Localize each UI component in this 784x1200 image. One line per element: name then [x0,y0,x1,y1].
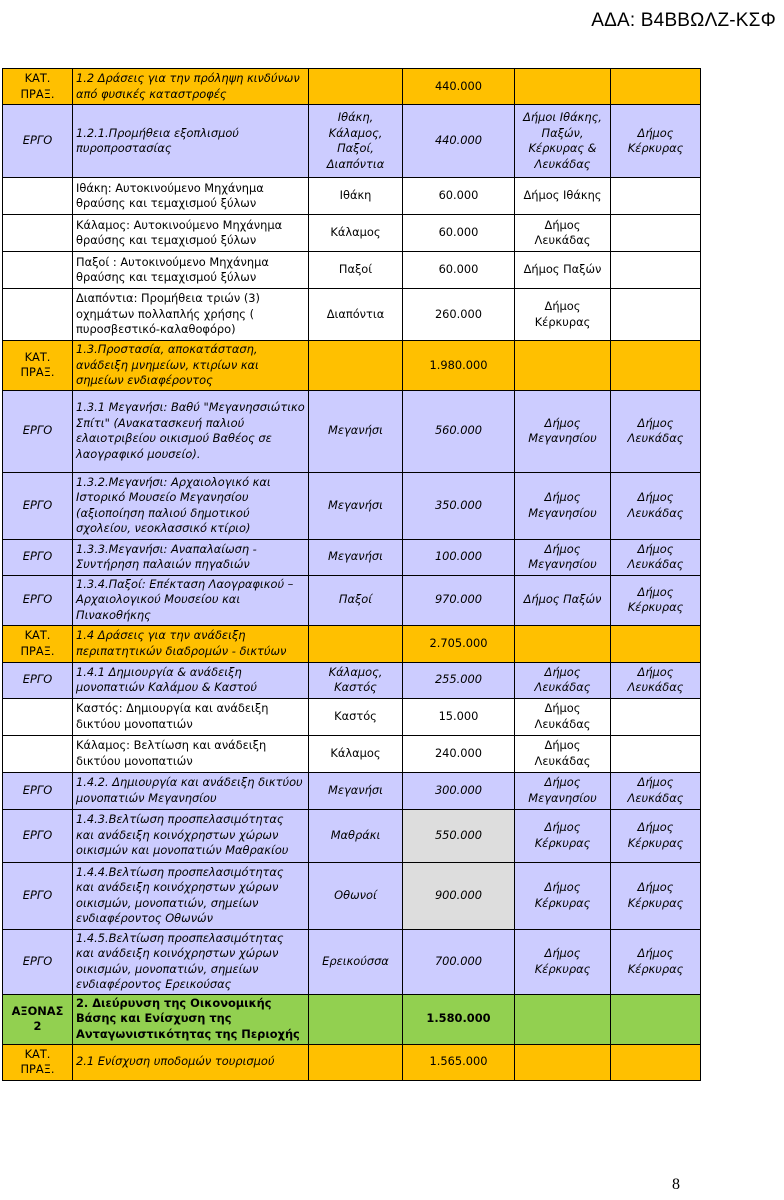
description-cell: 1.3.Προστασία, αποκατάσταση, ανάδειξη μνημείων, κτιρίων και σημείων ενδιαφέροντος [73,341,309,391]
table-row [3,105,701,178]
table-row [3,994,701,1044]
beneficiary-cell: Δήμοι Ιθάκης, Παξών, Κέρκυρας & Λευκάδας [515,105,611,178]
location-cell: Παξοί [309,252,403,289]
beneficiary-cell: Δήμος Παξών [515,252,611,289]
description-cell: Διαπόντια: Προμήθεια τριών (3) οχημάτων πολλαπλής χρήσης ( πυροσβεστικό-καλαθοφόρο) [73,289,309,341]
operator-cell [611,994,701,1044]
category-cell [3,178,73,215]
description-cell: Κάλαμος: Βελτίωση και ανάδειξη δικτύου μονοπατιών [73,735,309,772]
description-cell: 1.3.1 Μεγανήσι: Βαθύ "Μεγανησσιώτικο Σπίτι" (Ανακατασκευή παλιού ελαιοτριβείου οικισμού Βαθέος σε λαογραφικό μουσείο). [73,390,309,472]
table-row [3,1044,701,1080]
category-cell [3,252,73,289]
location-cell: Μεγανήσι [309,472,403,539]
location-cell [309,994,403,1044]
category-cell [3,289,73,341]
operator-cell [611,289,701,341]
budget-cell: 240.000 [403,735,515,772]
category-cell: ΕΡΓΟ [3,929,73,994]
description-cell: 1.4.2. Δημιουργία και ανάδειξη δικτύου μονοπατιών Μεγανησίου [73,772,309,809]
location-cell: Κάλαμος [309,735,403,772]
table-row [3,252,701,289]
beneficiary-cell [515,69,611,105]
operator-cell: Δήμος Κέρκυρας [611,929,701,994]
location-cell: Μεγανήσι [309,772,403,809]
operator-cell [611,1044,701,1080]
category-cell: ΕΡΓΟ [3,539,73,575]
budget-cell: 440.000 [403,69,515,105]
beneficiary-cell: Δήμος Λευκάδας [515,698,611,735]
description-cell: 1.2 Δράσεις για την πρόληψη κινδύνων από φυσικές καταστροφές [73,69,309,105]
description-cell: 1.4.1 Δημιουργία & ανάδειξη μονοπατιών Καλάμου & Καστού [73,662,309,698]
location-cell: Ερεικούσσα [309,929,403,994]
location-cell: Μεγανήσι [309,390,403,472]
category-cell: ΑΞΟΝΑΣ 2 [3,994,73,1044]
table-row [3,862,701,929]
operator-cell: Δήμος Λευκάδας [611,662,701,698]
budget-cell: 900.000 [403,862,515,929]
description-cell: 1.3.4.Παξοί: Επέκταση Λαογραφικού – Αρχαιολογικού Μουσείου και Πινακοθήκης [73,575,309,625]
table-row [3,289,701,341]
budget-cell: 100.000 [403,539,515,575]
location-cell: Παξοί [309,575,403,625]
category-cell: ΕΡΓΟ [3,472,73,539]
category-cell: ΕΡΓΟ [3,862,73,929]
description-cell: Καστός: Δημιουργία και ανάδειξη δικτύου μονοπατιών [73,698,309,735]
description-cell: 1.4.4.Βελτίωση προσπελασιμότητας και ανάδειξη κοινόχρηστων χώρων οικισμών, μονοπατιών, σημείων ενδιαφέροντος Οθωνών [73,862,309,929]
budget-cell: 440.000 [403,105,515,178]
table-row [3,341,701,391]
description-cell: 1.4.3.Βελτίωση προσπελασιμότητας και ανάδειξη κοινόχρηστων χώρων οικισμών και μονοπατιών Μαθρακίου [73,809,309,862]
beneficiary-cell: Δήμος Μεγανησίου [515,390,611,472]
location-cell [309,625,403,662]
table-row [3,929,701,994]
table-row [3,390,701,472]
operator-cell: Δήμος Λευκάδας [611,472,701,539]
category-cell: ΕΡΓΟ [3,809,73,862]
description-cell: 1.3.3.Μεγανήσι: Αναπαλαίωση - Συντήρηση παλαιών πηγαδιών [73,539,309,575]
operator-cell [611,341,701,391]
category-cell: ΕΡΓΟ [3,575,73,625]
budget-cell: 300.000 [403,772,515,809]
location-cell [309,69,403,105]
beneficiary-cell: Δήμος Παξών [515,575,611,625]
category-cell [3,698,73,735]
budget-table [2,68,701,1081]
location-cell: Μεγανήσι [309,539,403,575]
beneficiary-cell [515,994,611,1044]
beneficiary-cell: Δήμος Κέρκυρας [515,929,611,994]
beneficiary-cell: Δήμος Ιθάκης [515,178,611,215]
budget-cell: 260.000 [403,289,515,341]
operator-cell [611,698,701,735]
operator-cell: Δήμος Κέρκυρας [611,105,701,178]
budget-cell: 700.000 [403,929,515,994]
budget-cell: 60.000 [403,215,515,252]
location-cell: Ιθάκη [309,178,403,215]
operator-cell: Δήμος Κέρκυρας [611,862,701,929]
location-cell: Κάλαμος, Καστός [309,662,403,698]
table-row [3,698,701,735]
category-cell [3,215,73,252]
beneficiary-cell: Δήμος Μεγανησίου [515,772,611,809]
description-cell: 2.1 Ενίσχυση υποδομών τουρισμού [73,1044,309,1080]
table-row [3,69,701,105]
budget-cell: 1.980.000 [403,341,515,391]
budget-cell: 1.565.000 [403,1044,515,1080]
description-cell: Κάλαμος: Αυτοκινούμενο Μηχάνημα θραύσης και τεμαχισμού ξύλων [73,215,309,252]
beneficiary-cell: Δήμος Κέρκυρας [515,809,611,862]
category-cell: ΚΑΤ. ΠΡΑΞ. [3,341,73,391]
table-row [3,575,701,625]
table-row [3,215,701,252]
location-cell: Διαπόντια [309,289,403,341]
budget-cell: 255.000 [403,662,515,698]
description-cell: 2. Διεύρυνση της Οικονομικής Βάσης και Ενίσχυση της Ανταγωνιστικότητας της Περιοχής [73,994,309,1044]
budget-cell: 15.000 [403,698,515,735]
ada-code: ΑΔΑ: Β4ΒΒΩΛΖ-ΚΣΦ [591,10,776,31]
location-cell [309,341,403,391]
beneficiary-cell: Δήμος Κέρκυρας [515,862,611,929]
operator-cell: Δήμος Κέρκυρας [611,575,701,625]
budget-cell: 970.000 [403,575,515,625]
table-row [3,809,701,862]
location-cell: Οθωνοί [309,862,403,929]
location-cell [309,1044,403,1080]
table-row [3,625,701,662]
budget-cell: 60.000 [403,178,515,215]
category-cell: ΚΑΤ. ΠΡΑΞ. [3,1044,73,1080]
location-cell: Κάλαμος [309,215,403,252]
table-row [3,662,701,698]
beneficiary-cell [515,625,611,662]
category-cell: ΕΡΓΟ [3,105,73,178]
budget-cell: 350.000 [403,472,515,539]
budget-cell: 1.580.000 [403,994,515,1044]
description-cell: Ιθάκη: Αυτοκινούμενο Μηχάνημα θραύσης και τεμαχισμού ξύλων [73,178,309,215]
beneficiary-cell: Δήμος Μεγανησίου [515,472,611,539]
table-row [3,735,701,772]
description-cell: Παξοί : Αυτοκινούμενο Μηχάνημα θραύσης και τεμαχισμού ξύλων [73,252,309,289]
beneficiary-cell: Δήμος Λευκάδας [515,735,611,772]
location-cell: Καστός [309,698,403,735]
operator-cell [611,178,701,215]
category-cell: ΚΑΤ. ΠΡΑΞ. [3,625,73,662]
page-number: 8 [672,1176,680,1193]
category-cell: ΕΡΓΟ [3,772,73,809]
location-cell: Ιθάκη, Κάλαμος, Παξοί, Διαπόντια [309,105,403,178]
operator-cell [611,69,701,105]
budget-cell: 2.705.000 [403,625,515,662]
beneficiary-cell: Δήμος Λευκάδας [515,662,611,698]
description-cell: 1.2.1.Προμήθεια εξοπλισμού πυροπροστασίας [73,105,309,178]
category-cell: ΕΡΓΟ [3,390,73,472]
category-cell [3,735,73,772]
operator-cell: Δήμος Λευκάδας [611,772,701,809]
budget-cell: 550.000 [403,809,515,862]
beneficiary-cell: Δήμος Λευκάδας [515,215,611,252]
beneficiary-cell [515,341,611,391]
table-row [3,472,701,539]
budget-cell: 560.000 [403,390,515,472]
description-cell: 1.3.2.Μεγανήσι: Αρχαιολογικό και Ιστορικό Μουσείο Μεγανησίου (αξιοποίηση παλιού δημοτικού σχολείου, νεοκλασσικό κτίριο) [73,472,309,539]
operator-cell: Δήμος Λευκάδας [611,539,701,575]
operator-cell [611,735,701,772]
operator-cell [611,625,701,662]
category-cell: ΚΑΤ. ΠΡΑΞ. [3,69,73,105]
description-cell: 1.4 Δράσεις για την ανάδειξη περιπατητικών διαδρομών - δικτύων [73,625,309,662]
description-cell: 1.4.5.Βελτίωση προσπελασιμότητας και ανάδειξη κοινόχρηστων χώρων οικισμών, μονοπατιών, σημείων ενδιαφέροντος Ερεικούσας [73,929,309,994]
budget-cell: 60.000 [403,252,515,289]
location-cell: Μαθράκι [309,809,403,862]
table-row [3,772,701,809]
table-row [3,539,701,575]
table-row [3,178,701,215]
beneficiary-cell [515,1044,611,1080]
beneficiary-cell: Δήμος Μεγανησίου [515,539,611,575]
operator-cell: Δήμος Λευκάδας [611,390,701,472]
operator-cell: Δήμος Κέρκυρας [611,809,701,862]
beneficiary-cell: Δήμος Κέρκυρας [515,289,611,341]
operator-cell [611,215,701,252]
operator-cell [611,252,701,289]
category-cell: ΕΡΓΟ [3,662,73,698]
